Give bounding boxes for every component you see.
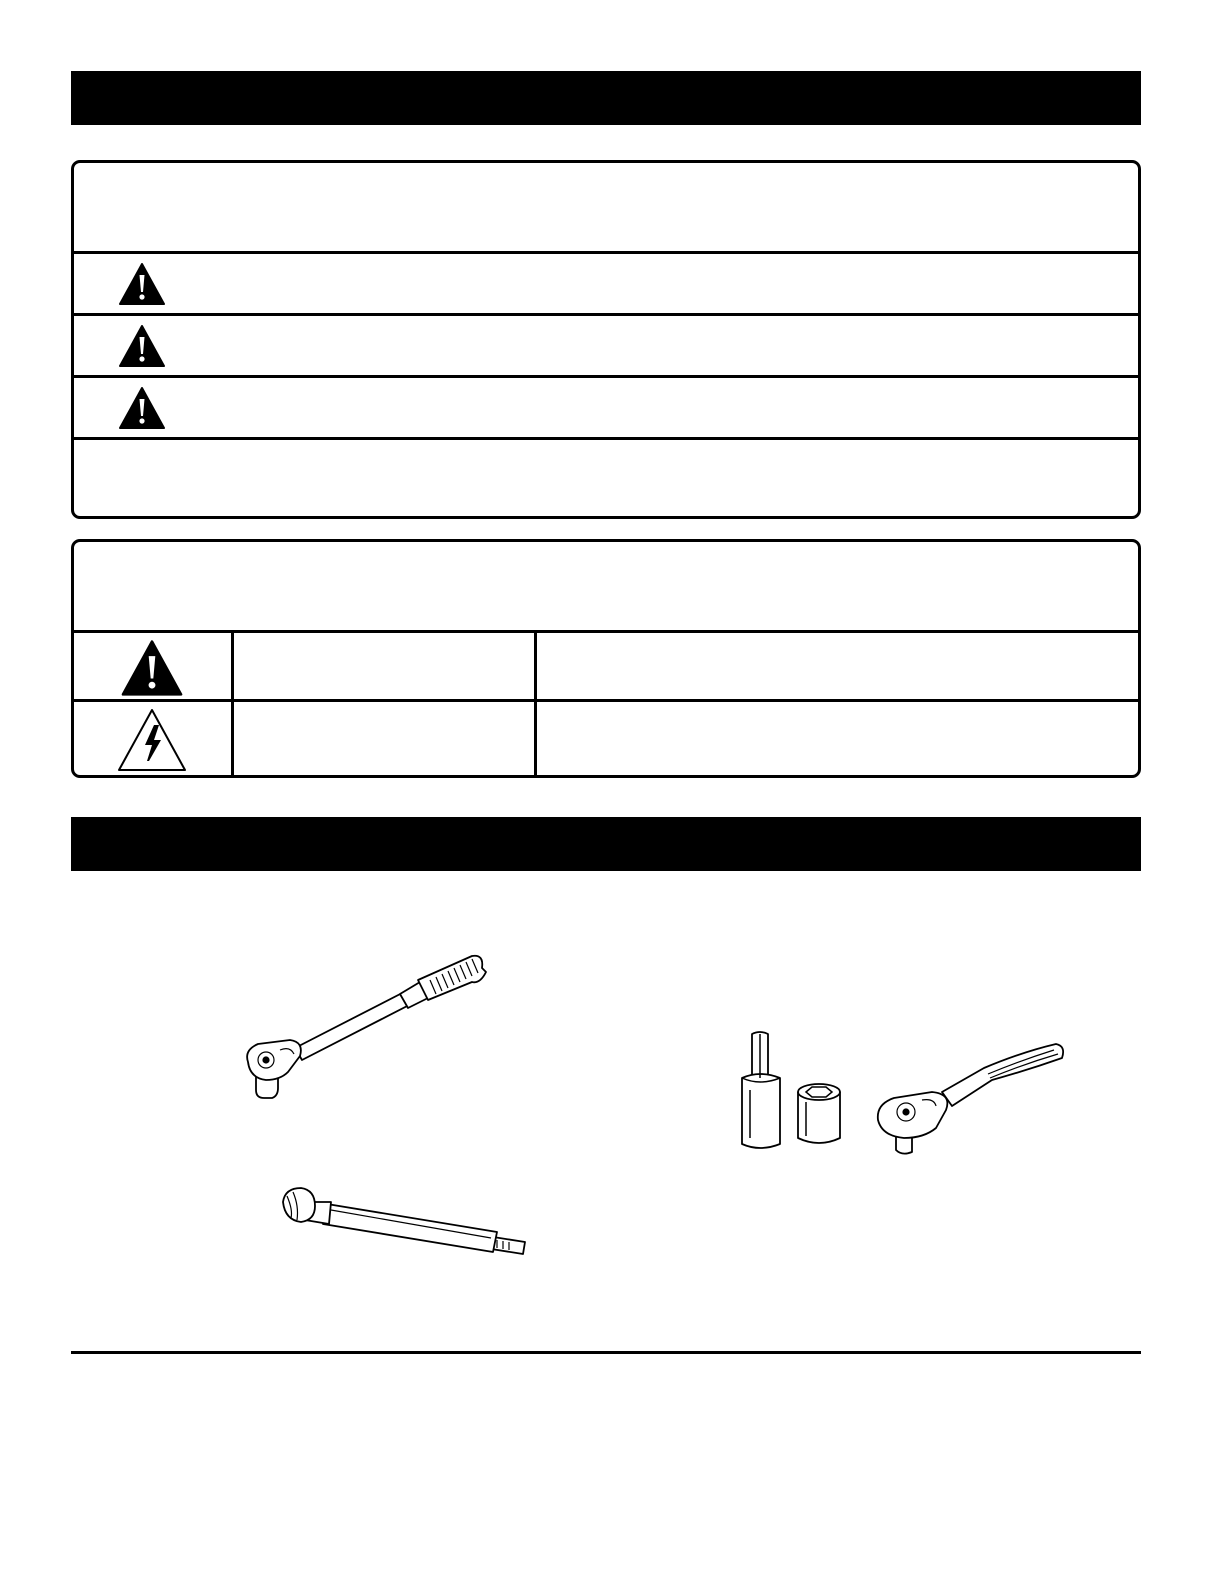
footer-rule xyxy=(71,1351,1141,1354)
symbols-panel xyxy=(71,539,1141,778)
panel-header xyxy=(74,542,1138,630)
socket-adapter-icon xyxy=(738,1028,784,1153)
warning-triangle-icon xyxy=(118,386,166,430)
symbol-name xyxy=(249,702,529,778)
section-header-bar xyxy=(71,71,1141,125)
panel-footer xyxy=(74,437,1138,516)
warning-triangle-icon xyxy=(118,262,166,306)
ratchet-icon xyxy=(872,1040,1067,1160)
table-divider xyxy=(231,630,234,775)
signal-row xyxy=(74,251,1138,313)
signal-row xyxy=(74,313,1138,375)
table-divider xyxy=(534,630,537,775)
panel-header xyxy=(74,163,1138,251)
electric-shock-icon xyxy=(116,707,188,773)
signal-row xyxy=(74,375,1138,437)
socket-icon xyxy=(794,1080,844,1148)
torque-wrench-icon xyxy=(240,950,490,1110)
section-title xyxy=(71,833,87,855)
section-title xyxy=(71,87,87,109)
symbol-name xyxy=(249,633,529,699)
torque-screwdriver-icon xyxy=(275,1180,530,1265)
warning-triangle-icon xyxy=(120,639,184,697)
section-header-bar xyxy=(71,817,1141,871)
warning-triangle-icon xyxy=(118,324,166,368)
safety-alert-panel xyxy=(71,160,1141,519)
